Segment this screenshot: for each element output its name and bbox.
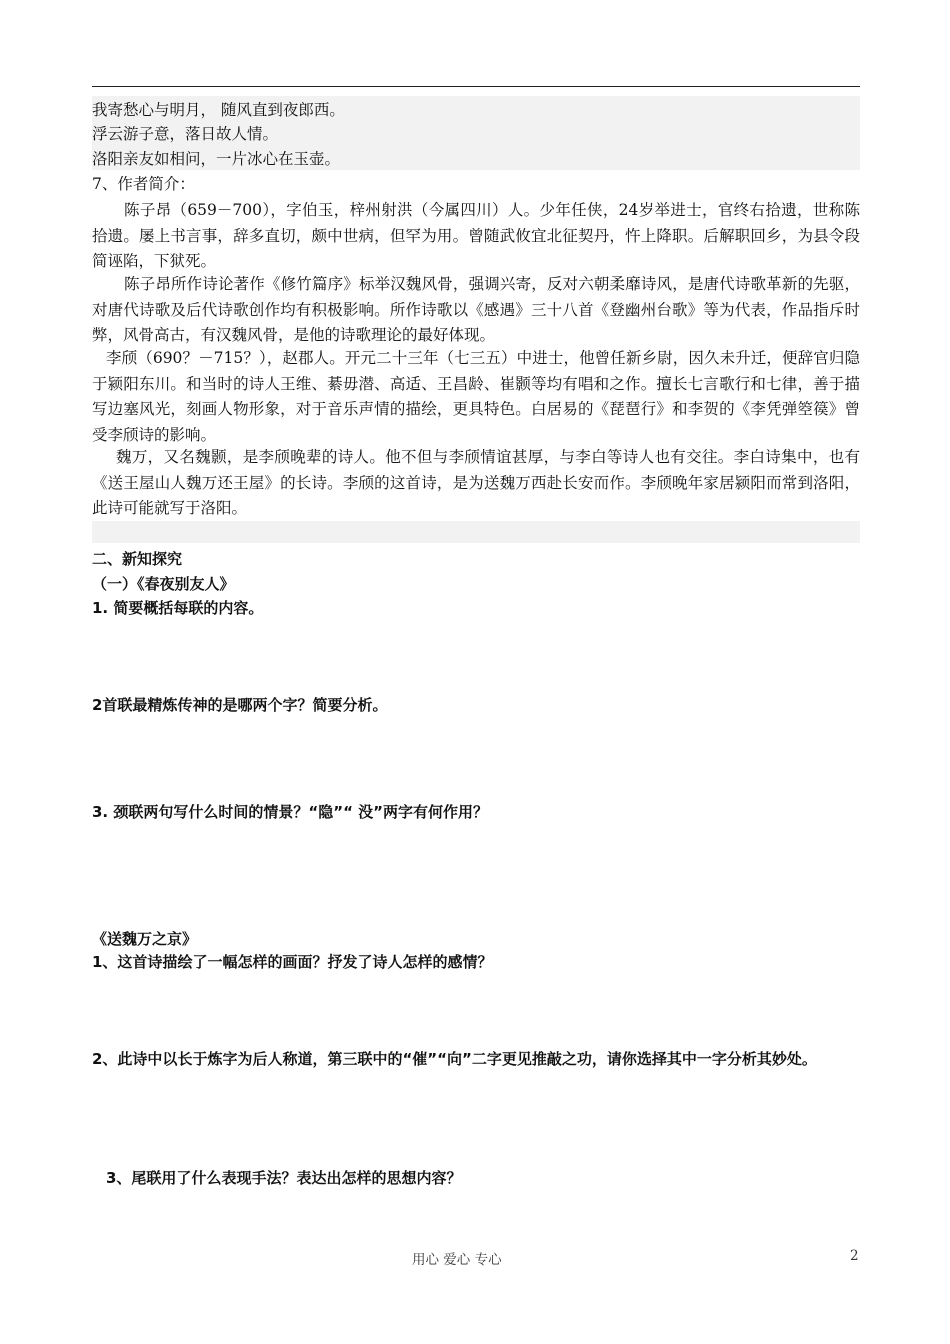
part1-question-2: 2首联最精炼传神的是哪两个字？简要分析。: [92, 696, 388, 714]
page-number: 2: [850, 1248, 859, 1264]
part1-question-1: 1. 简要概括每联的内容。: [92, 599, 264, 617]
part1-question-3: 3. 颈联两句写什么时间的情景？“隐”“ 没”两字有何作用？: [92, 803, 489, 821]
author-heading: 7、作者简介：: [92, 175, 195, 193]
bottom-shade: [92, 521, 860, 543]
part1-title: （一）《春夜别友人》: [92, 575, 235, 593]
section-heading: 二、新知探究: [92, 550, 183, 568]
author-paragraph-1: 陈子昂（659－700），字伯玉，梓州射洪（今属四川）人。少年任侠，24岁举进士，官终右拾遗，世称陈拾遗。屡上书言事，辞多直切，颇中世病，但罕为用。曾随武攸宜北征契丹，忤上降职。后解职回乡，为县令段简诬陷，下狱死。: [92, 201, 860, 270]
author-paragraph-4: 魏万，又名魏颢，是李颀晚辈的诗人。他不但与李颀情谊甚厚，与李白等诗人也有交往。李白诗集中，也有《送王屋山人魏万还王屋》的长诗。李颀的这首诗，是为送魏万西赴长安而作。李颀晚年家居颍阳而常到洛阳，此诗可能就写于洛阳。: [92, 448, 860, 517]
part2-question-2: 2、此诗中以长于炼字为后人称道，第三联中的“催”“向”二字更见推敲之功，请你选择其中一字分析其妙处。: [92, 1050, 817, 1068]
part2-question-3: 3、尾联用了什么表现手法？表达出怎样的思想内容？: [106, 1169, 462, 1187]
part2-question-1: 1、这首诗描绘了一幅怎样的画面？抒发了诗人怎样的感情？: [92, 953, 493, 971]
poem-line-1: 我寄愁心与明月， 随风直到夜郎西。: [92, 101, 345, 119]
author-paragraph-2: 陈子昂所作诗论著作《修竹篇序》标举汉魏风骨，强调兴寄，反对六朝柔靡诗风，是唐代诗歌革新的先驱，对唐代诗歌及后代诗歌创作均有积极影响。所作诗歌以《感遇》三十八首《登幽州台歌》等为代表，作品指斥时弊，风骨高古，有汉魏风骨，是他的诗歌理论的最好体现。: [92, 275, 860, 344]
poem-line-2: 浮云游子意，落日故人情。: [92, 125, 279, 143]
header-rule: [92, 86, 860, 87]
poem-line-3: 洛阳亲友如相问，一片冰心在玉壶。: [92, 150, 341, 168]
footer-text: 用心 爱心 专心: [412, 1252, 502, 1268]
author-paragraph-3: 李颀（690？－715？），赵郡人。开元二十三年（七三五）中进士，他曾任新乡尉，因久未升迁，便辞官归隐于颍阳东川。和当时的诗人王维、綦毋潜、高适、王昌龄、崔颢等均有唱和之作。擅长七言歌行和七律，善于描写边塞风光，刻画人物形象，对于音乐声情的描绘，更具特色。白居易的《琵琶行》和李贺的《李凭弹箜篌》曾受李颀诗的影响。: [92, 349, 860, 444]
part2-title: 《送魏万之京》: [92, 930, 198, 948]
